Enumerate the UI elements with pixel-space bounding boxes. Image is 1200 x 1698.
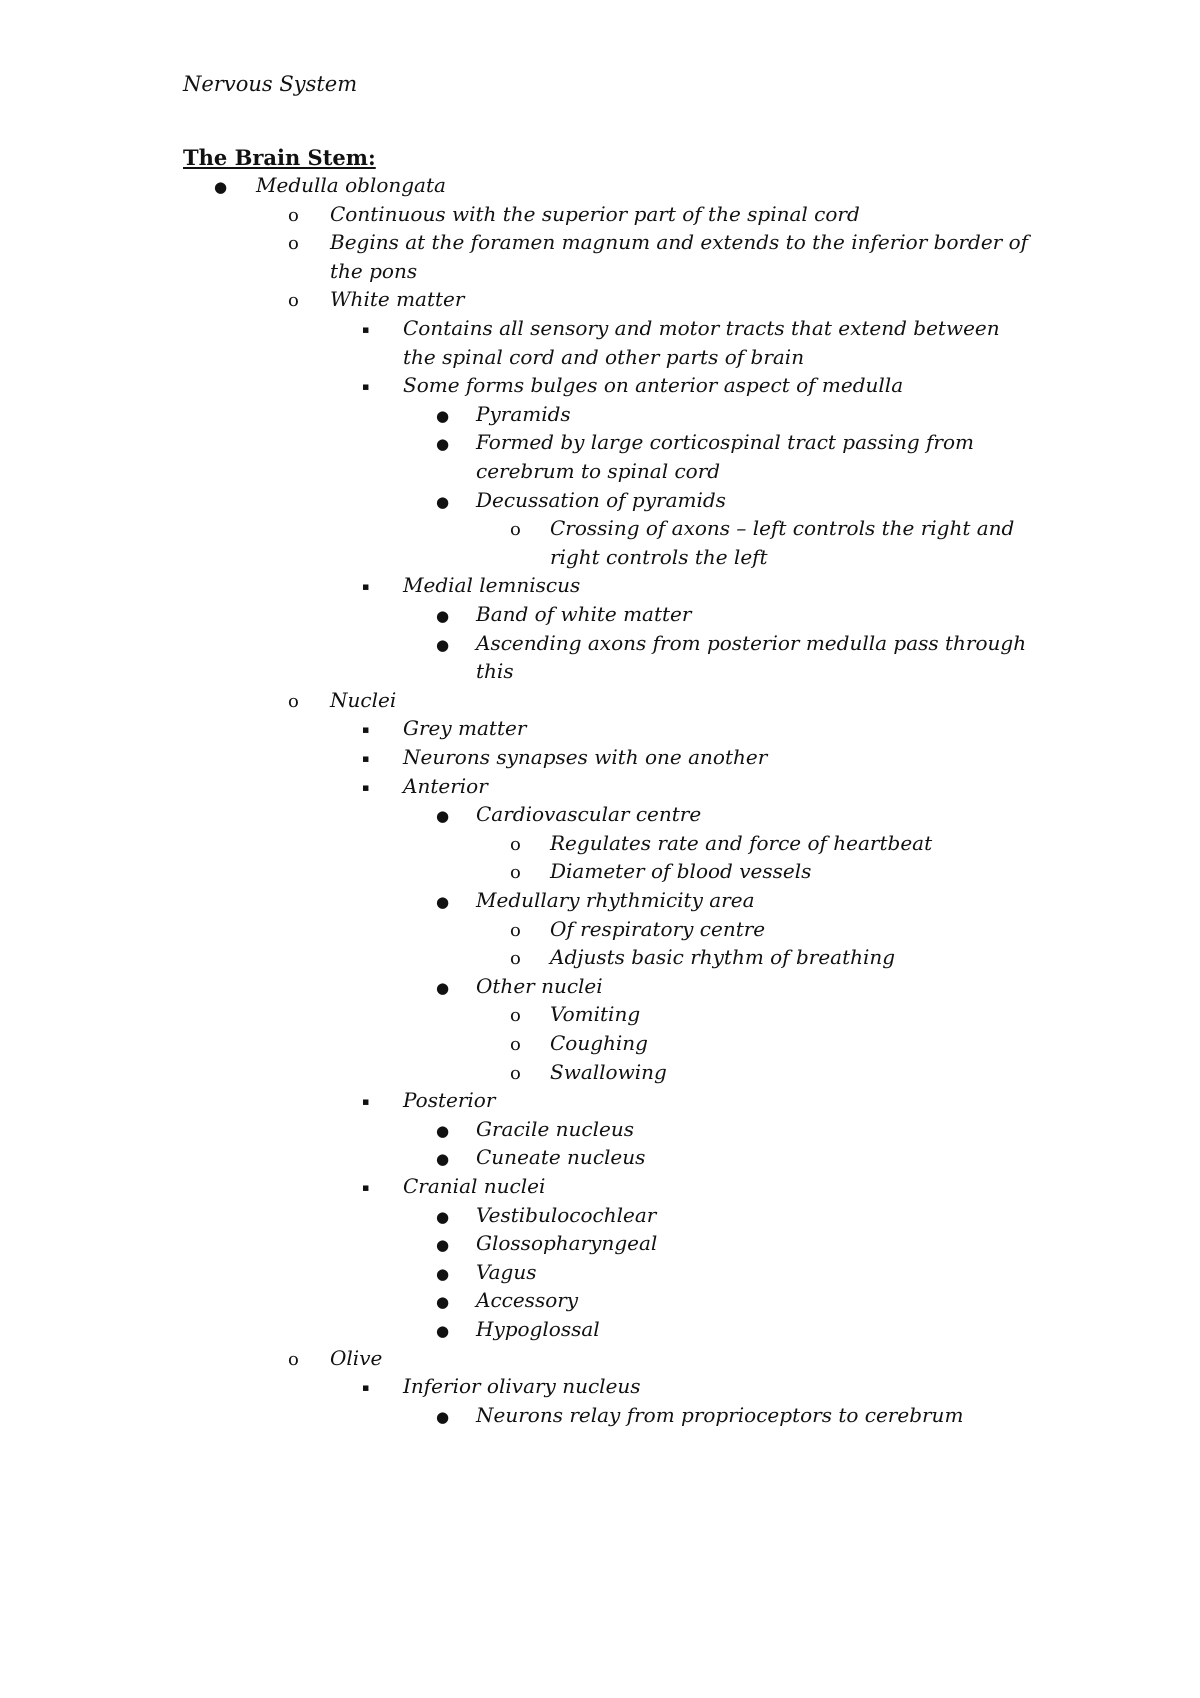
list-item: Medullary rhythmicity area: [476, 888, 755, 912]
list-bullet-icon: o: [510, 948, 521, 970]
list-bullet-icon: ▪: [362, 752, 370, 765]
list-bullet-icon: ▪: [362, 1095, 370, 1109]
list-bullet-icon: ●: [436, 1322, 450, 1340]
list-item: the spinal cord and other parts of brain: [403, 344, 805, 369]
list-item: right controls the left: [550, 544, 768, 569]
list-bullet-icon: ●: [436, 807, 450, 826]
list-bullet-icon: ●: [436, 1407, 450, 1426]
list-bullet-icon: o: [510, 1034, 521, 1055]
list-item: Pyramids: [476, 401, 571, 426]
list-item: Of respiratory centre: [550, 916, 766, 941]
list-bullet-icon: ▪: [362, 380, 370, 394]
list-bullet-icon: o: [288, 204, 299, 226]
list-item: Vagus: [476, 1259, 537, 1284]
list-item: Vomiting: [550, 1002, 641, 1027]
list-bullet-icon: o: [288, 233, 299, 255]
list-item: Cuneate nucleus: [476, 1145, 646, 1170]
list-bullet-icon: ▪: [362, 723, 370, 737]
list-bullet-icon: ▪: [362, 323, 370, 336]
list-item: Medial lemniscus: [403, 573, 581, 598]
list-bullet-icon: ●: [436, 607, 450, 625]
list-bullet-icon: ▪: [362, 780, 370, 794]
list-bullet-icon: o: [510, 519, 521, 541]
list-bullet-icon: ▪: [362, 580, 370, 594]
list-item: Anterior: [403, 773, 488, 798]
list-item: Neurons relay from proprioceptors to cerebrum: [476, 1402, 964, 1427]
list-item: Cranial nuclei: [403, 1174, 546, 1198]
list-bullet-icon: ▪: [362, 1381, 370, 1395]
list-item: Coughing: [550, 1031, 648, 1055]
list-item: cerebrum to spinal cord: [476, 459, 721, 483]
list-item: Swallowing: [550, 1059, 667, 1084]
list-item: Gracile nucleus: [476, 1116, 634, 1141]
list-bullet-icon: ●: [436, 492, 450, 511]
list-item: Band of white matter: [476, 602, 692, 626]
list-item: Ascending axons from posterior medulla pass through: [476, 630, 1027, 655]
list-item: Glossopharyngeal: [476, 1231, 658, 1256]
list-bullet-icon: ●: [436, 435, 450, 454]
list-item: Other nuclei: [476, 973, 603, 998]
list-item: Diameter of blood vessels: [550, 859, 812, 884]
list-bullet-icon: o: [510, 1005, 521, 1027]
list-item: Formed by large corticospinal tract passing from: [476, 430, 974, 455]
list-item: Nuclei: [330, 687, 397, 712]
list-bullet-icon: ●: [436, 978, 450, 997]
list-item: this: [476, 659, 514, 684]
list-bullet-icon: ●: [436, 1264, 450, 1283]
list-item: Crossing of axons – left controls the right and: [550, 516, 1015, 541]
list-bullet-icon: ●: [214, 178, 228, 196]
list-bullet-icon: o: [510, 833, 521, 855]
list-item: Decussation of pyramids: [476, 487, 726, 512]
list-item: Posterior: [403, 1088, 496, 1113]
list-item: Medulla oblongata: [256, 173, 446, 197]
list-bullet-icon: o: [288, 1348, 299, 1370]
list-bullet-icon: o: [510, 919, 521, 941]
list-item: Some forms bulges on anterior aspect of medulla: [403, 373, 904, 398]
list-bullet-icon: ●: [436, 1150, 450, 1169]
list-item: the pons: [330, 258, 418, 283]
list-bullet-icon: ●: [436, 1293, 450, 1312]
list-bullet-icon: ●: [436, 1207, 450, 1226]
list-bullet-icon: o: [288, 690, 299, 712]
list-item: Regulates rate and force of heartbeat: [550, 830, 933, 855]
list-item: White matter: [330, 287, 465, 312]
list-bullet-icon: ▪: [362, 1181, 370, 1194]
list-item: Adjusts basic rhythm of breathing: [550, 945, 896, 970]
list-bullet-icon: ●: [436, 406, 450, 425]
list-item: Inferior olivary nucleus: [403, 1374, 641, 1399]
list-item: Neurons synapses with one another: [403, 745, 768, 769]
list-item: Olive: [330, 1345, 383, 1370]
list-item: Continuous with the superior part of the spinal cord: [330, 201, 860, 226]
list-bullet-icon: o: [288, 290, 299, 312]
list-item: Accessory: [476, 1288, 579, 1313]
list-item: Begins at the foramen magnum and extends to the inferior border of: [330, 230, 1029, 255]
page-header: Nervous System: [183, 72, 358, 96]
list-bullet-icon: ●: [436, 635, 450, 654]
list-item: Hypoglossal: [476, 1317, 600, 1341]
list-bullet-icon: o: [510, 1062, 521, 1084]
list-bullet-icon: ●: [436, 893, 450, 911]
list-bullet-icon: ●: [436, 1121, 450, 1140]
list-bullet-icon: ●: [436, 1236, 450, 1255]
list-item: Contains all sensory and motor tracts that extend between: [403, 316, 1000, 340]
section-heading: The Brain Stem:: [183, 145, 376, 170]
list-item: Vestibulocochlear: [476, 1202, 657, 1227]
list-bullet-icon: o: [510, 862, 521, 884]
list-item: Grey matter: [403, 716, 527, 741]
list-item: Cardiovascular centre: [476, 802, 702, 827]
